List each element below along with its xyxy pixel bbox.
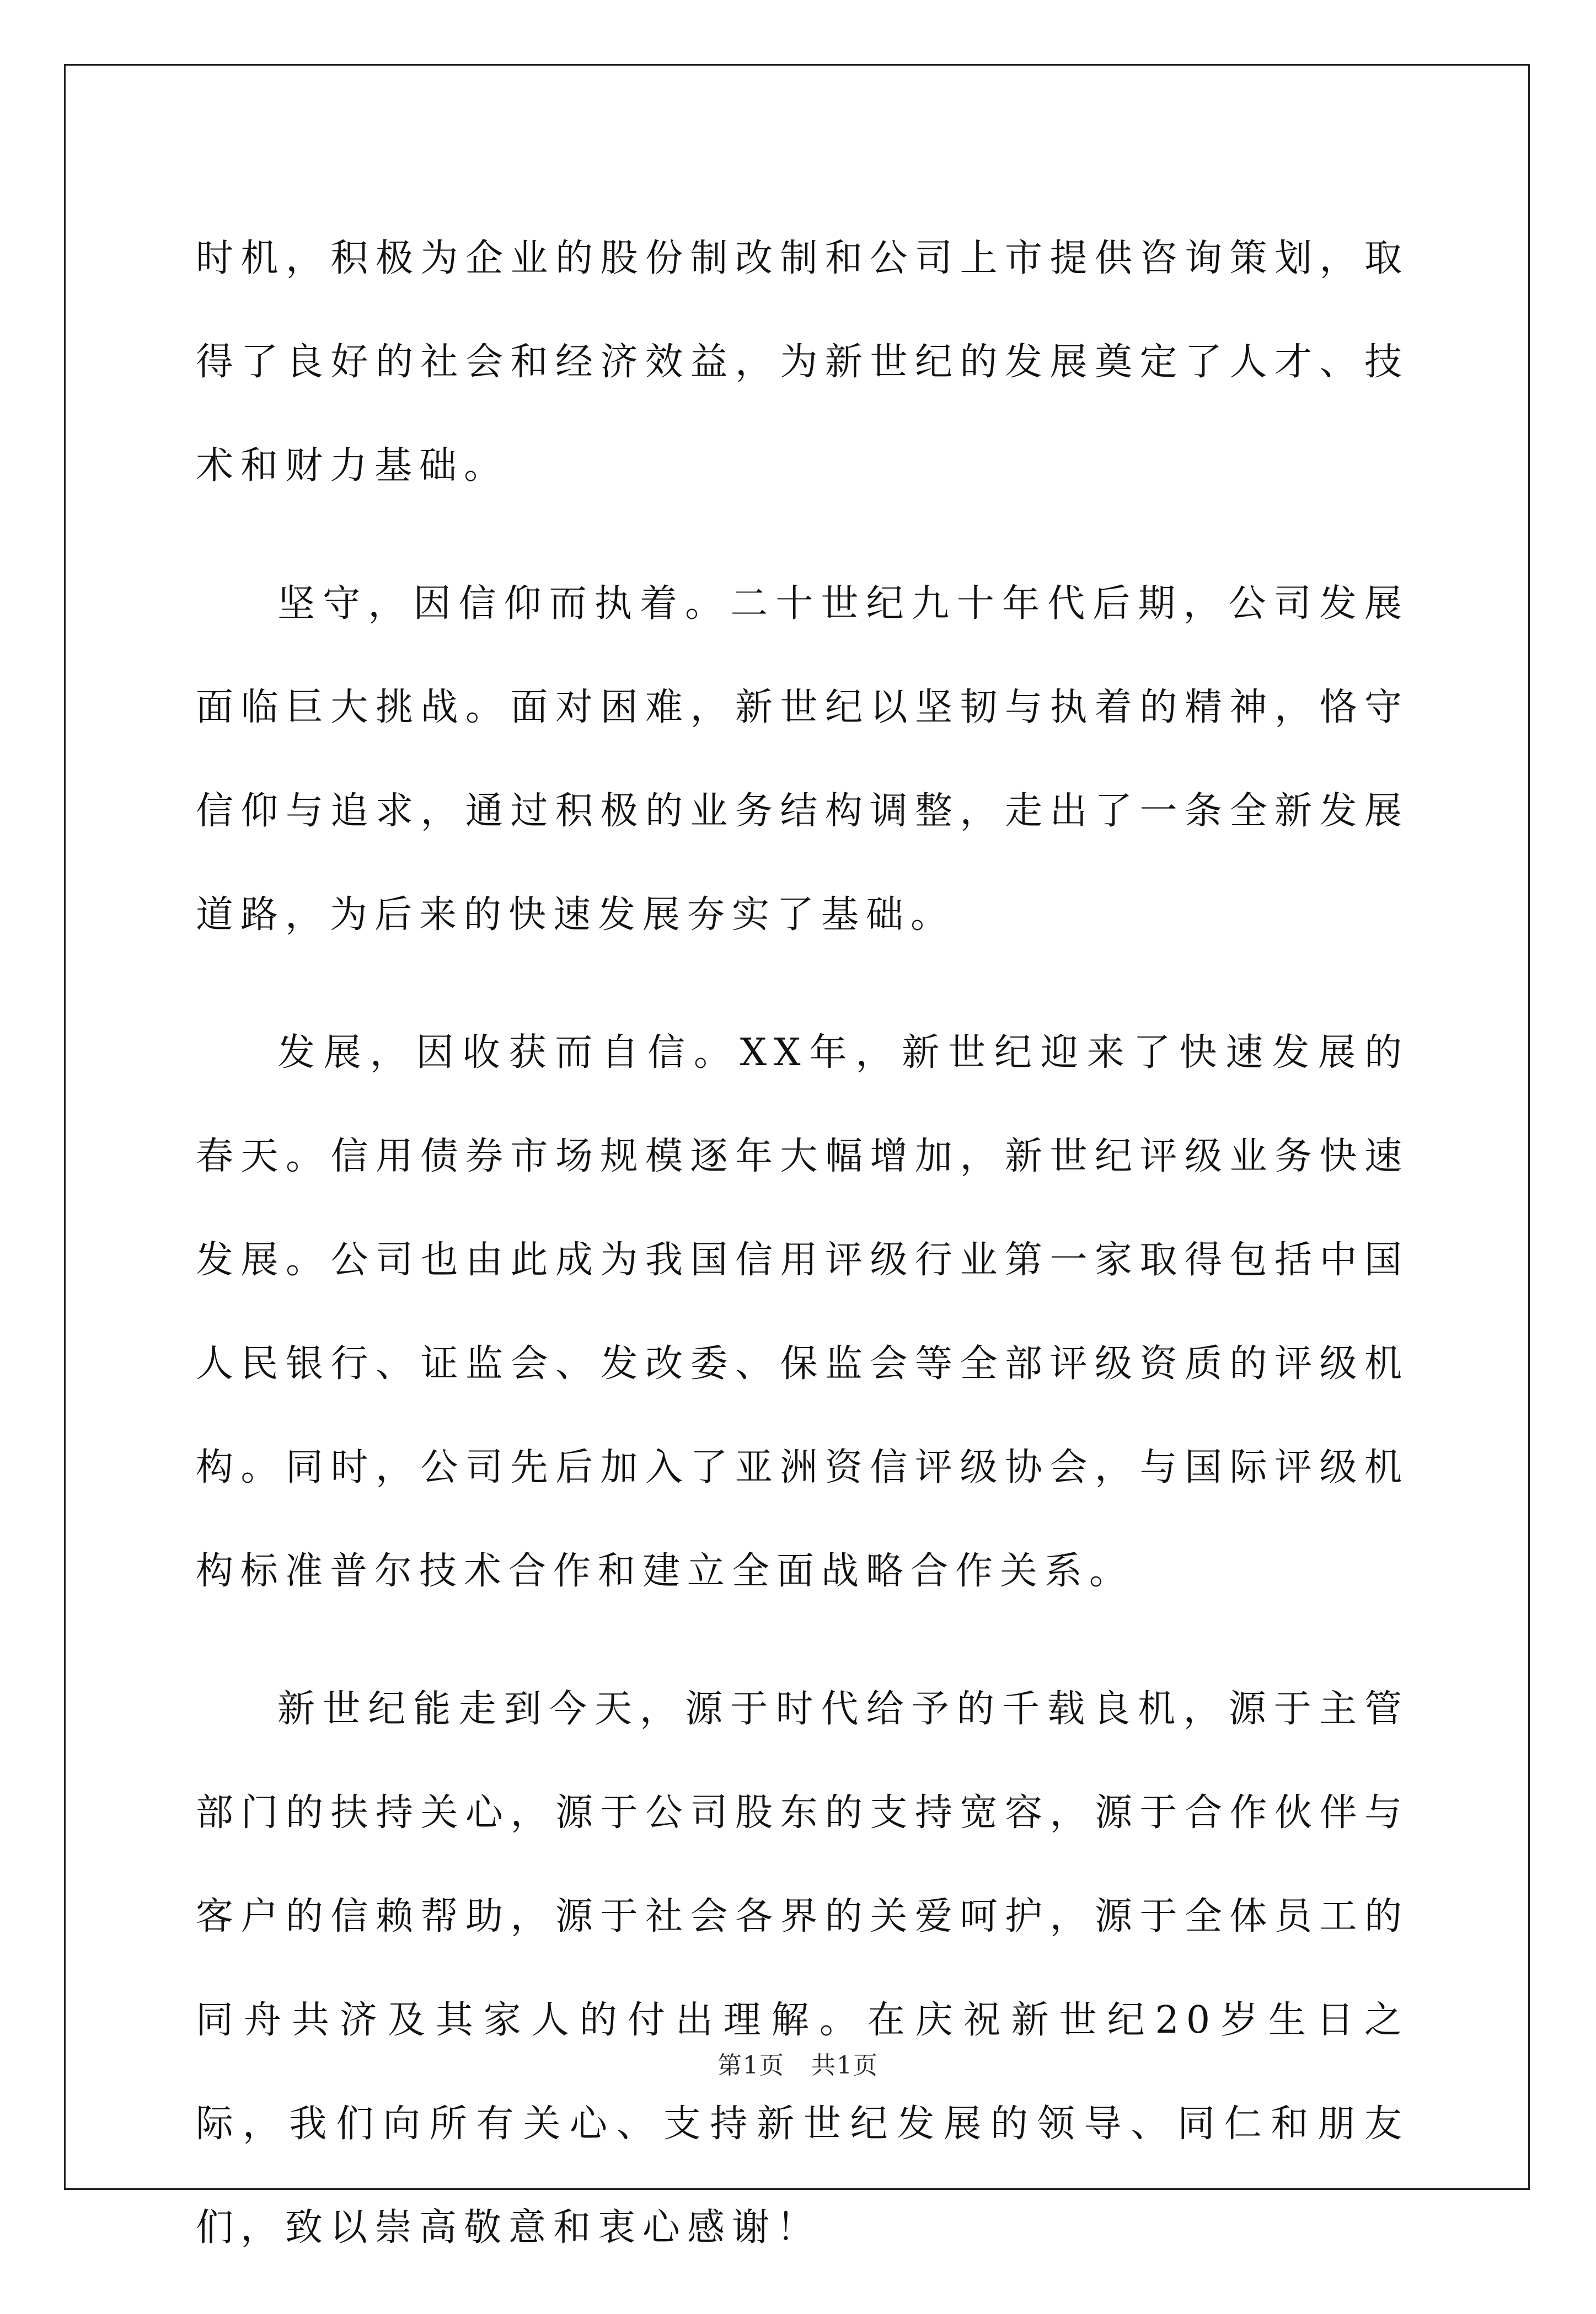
page-number-total: 共1页 <box>811 2051 879 2080</box>
paragraph-3: 发展，因收获而自信。XX年，新世纪迎来了快速发展的春天。信用债券市场规模逐年大幅增加，新世纪评级业务快速发展。公司也由此成为我国信用评级行业第一家取得包括中国人民银行、证监会、发改委、保监会等全部评级资质的评级机构。同时，公司先后加入了亚洲资信评级协会，与国际评级机构标准普尔技术合作和建立全面战略合作关系。 <box>196 1031 1409 1593</box>
paragraph-4: 新世纪能走到今天，源于时代给予的千载良机，源于主管部门的扶持关心，源于公司股东的支持宽容，源于合作伙伴与客户的信赖帮助，源于社会各界的关爱呵护，源于全体员工的同舟共济及其家人的付出理解。在庆祝新世纪20岁生日之际，我们向所有关心、支持新世纪发展的领导、同仁和朋友们，致以崇高敬意和衷心感谢！ <box>196 1687 1409 2249</box>
page-footer <box>0 2050 1596 2081</box>
paragraph-1: 时机，积极为企业的股份制改制和公司上市提供咨询策划，取得了良好的社会和经济效益，为新世纪的发展奠定了人才、技术和财力基础。 <box>196 237 1409 488</box>
paragraph-2: 坚守，因信仰而执着。二十世纪九十年代后期，公司发展面临巨大挑战。面对困难，新世纪以坚韧与执着的精神，恪守信仰与追求，通过积极的业务结构调整，走出了一条全新发展道路，为后来的快速发展夯实了基础。 <box>196 582 1409 937</box>
document-body <box>196 207 1409 2314</box>
page-number-current: 第1页 <box>717 2051 785 2080</box>
